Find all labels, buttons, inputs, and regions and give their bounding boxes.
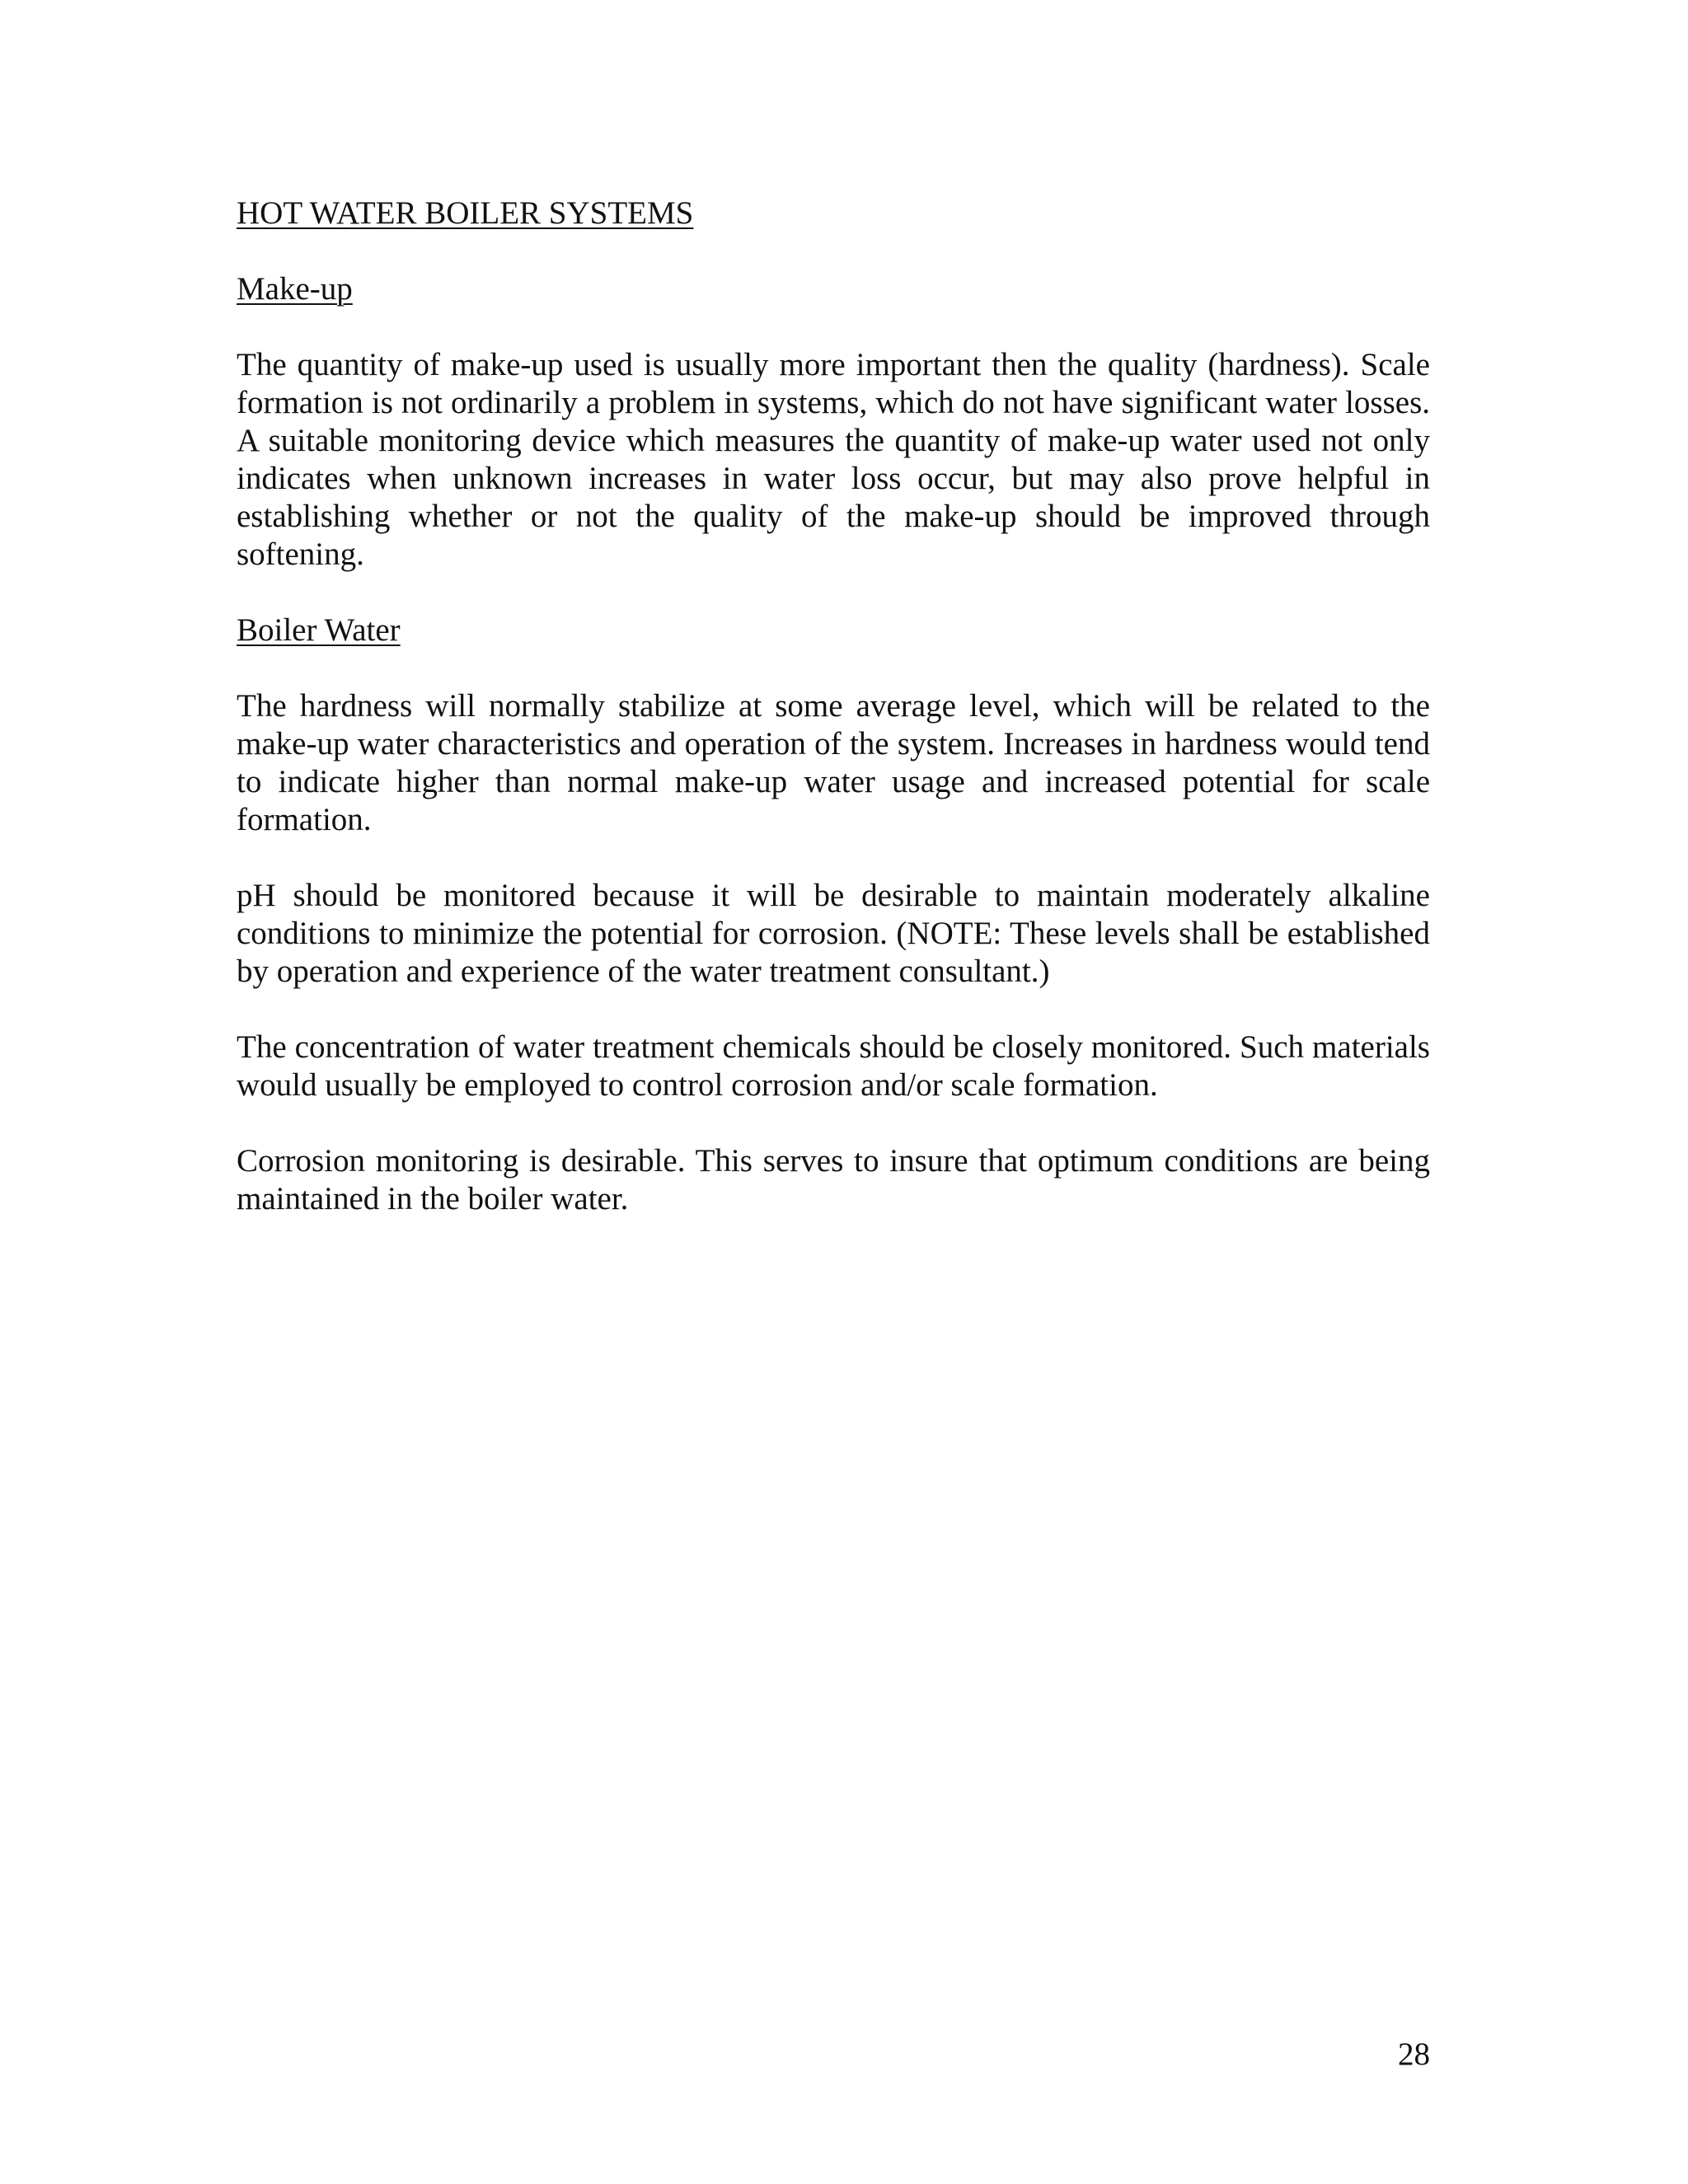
page-content (237, 194, 1430, 1218)
paragraph-corrosion: Corrosion monitoring is desirable. This serves to insure that optimum conditions are being maintained in the boiler water. (237, 1143, 1430, 1216)
section-heading-make-up: Make-up (237, 271, 353, 307)
paragraph-make-up: The quantity of make-up used is usually more important then the quality (hardness). Scale formation is not ordinarily a problem in systems, which do not have significant water losses. A suitable monitoring device which measures the quantity of make-up water used not only indicates when unknown increases in water loss occur, but may also prove helpful in establishing whether or not the quality of the make-up should be improved through softening. (237, 347, 1430, 572)
document-title: HOT WATER BOILER SYSTEMS (237, 195, 694, 231)
paragraph-ph: pH should be monitored because it will be desirable to maintain moderately alkaline conditions to minimize the potential for corrosion. (NOTE: These levels shall be established by operation and experience of the water treatment consultant.) (237, 878, 1430, 989)
paragraph-chemicals: The concentration of water treatment chemicals should be closely monitored. Such materials would usually be employed to control corrosion and/or scale formation. (237, 1029, 1430, 1103)
page-number: 28 (1398, 2036, 1430, 2072)
paragraph-hardness: The hardness will normally stabilize at some average level, which will be related to the make-up water characteristics and operation of the system. Increases in hardness would tend to indicate higher than normal make-up water usage and increased potential for scale formation. (237, 688, 1430, 837)
section-heading-boiler-water: Boiler Water (237, 612, 401, 648)
